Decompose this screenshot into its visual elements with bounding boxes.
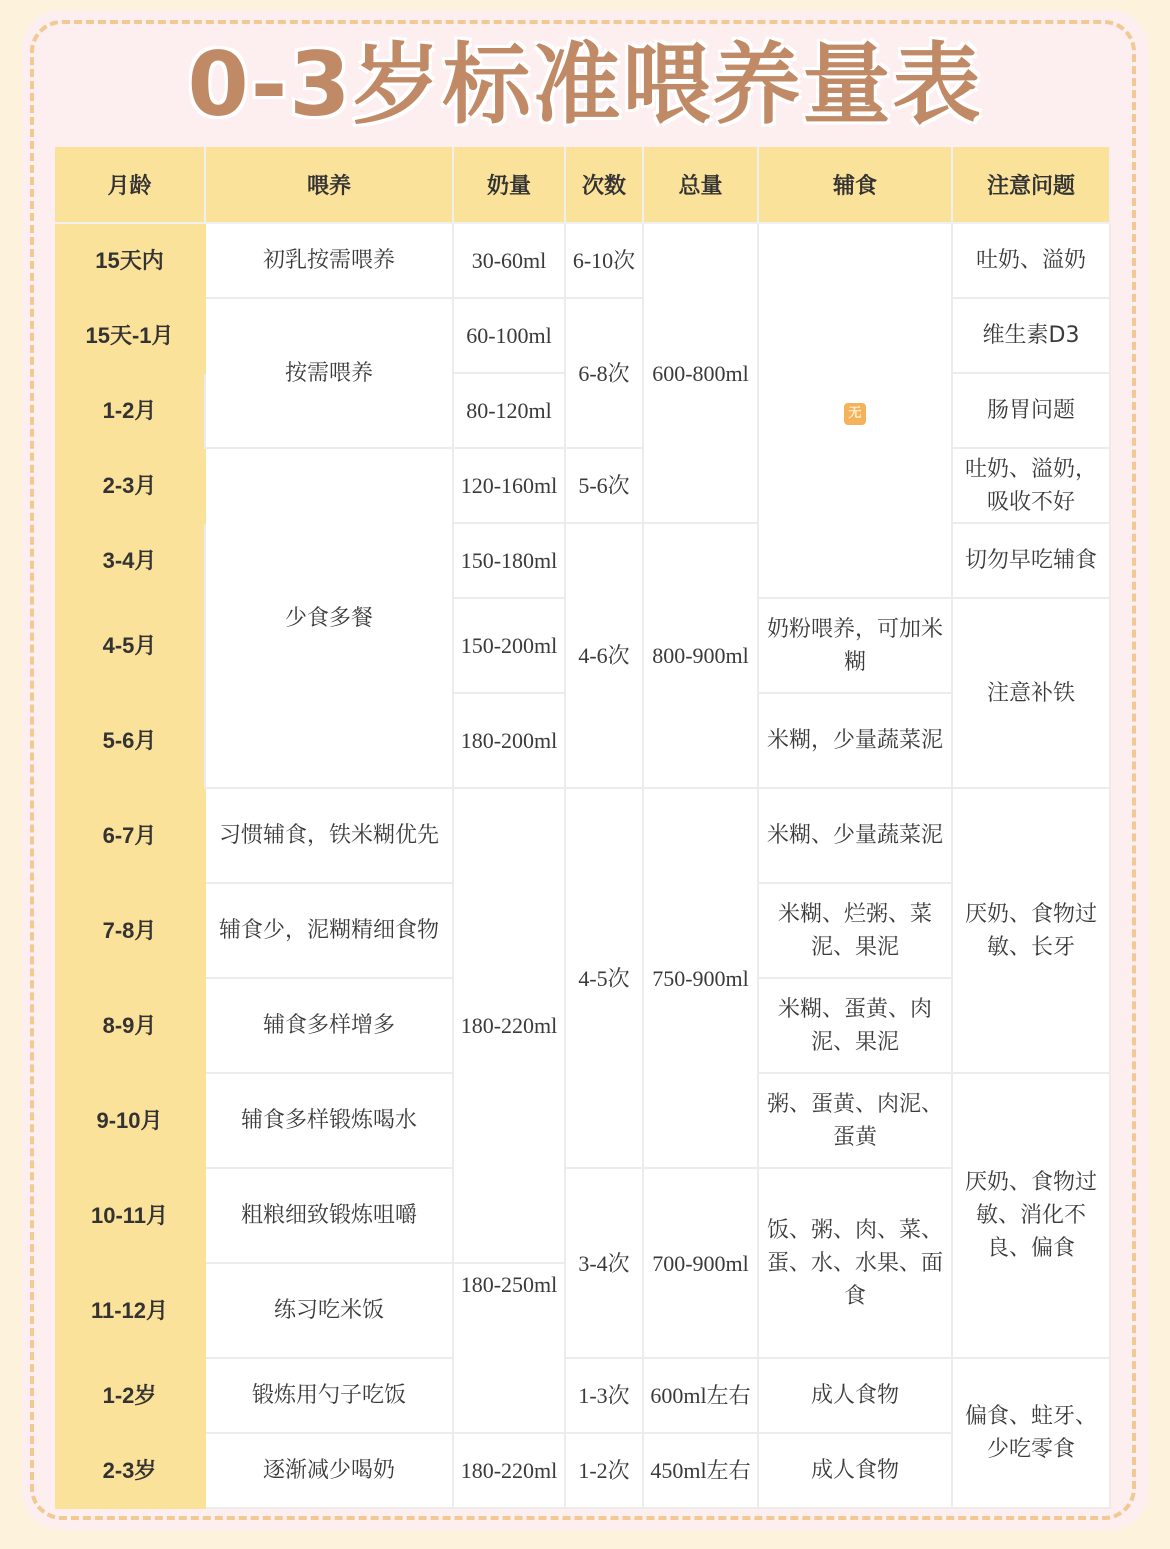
header-age: 月龄 [55, 147, 205, 223]
age-cell: 15天-1月 [55, 298, 205, 373]
milk-cell: 180-220ml [453, 788, 565, 1263]
age-cell: 3-4月 [55, 523, 205, 598]
milk-cell: 30-60ml [453, 223, 565, 298]
age-cell: 1-2月 [55, 373, 205, 448]
milk-cell: 120-160ml [453, 448, 565, 523]
age-cell: 10-11月 [55, 1168, 205, 1263]
solid-food-cell [758, 223, 952, 598]
milk-cell: 180-200ml [453, 693, 565, 788]
solid-food-cell: 奶粉喂养，可加米糊 [758, 598, 952, 693]
feeding-cell: 逐渐减少喝奶 [205, 1433, 453, 1508]
header-notes: 注意问题 [952, 147, 1110, 223]
age-cell: 8-9月 [55, 978, 205, 1073]
feeding-cell: 锻炼用勺子吃饭 [205, 1358, 453, 1433]
age-cell: 9-10月 [55, 1073, 205, 1168]
header-milk: 奶量 [453, 147, 565, 223]
total-cell: 450ml左右 [643, 1433, 758, 1508]
notes-cell: 切勿早吃辅食 [952, 523, 1110, 598]
times-cell: 1-3次 [565, 1358, 643, 1433]
milk-cell: 180-250ml [453, 1263, 565, 1433]
solid-food-cell: 成人食物 [758, 1433, 952, 1508]
age-cell: 4-5月 [55, 598, 205, 693]
age-cell: 2-3月 [55, 448, 205, 523]
notes-cell: 吐奶、溢奶，吸收不好 [952, 448, 1110, 523]
solid-food-cell: 米糊，少量蔬菜泥 [758, 693, 952, 788]
feeding-cell: 辅食多样锻炼喝水 [205, 1073, 453, 1168]
none-icon: 无 [844, 403, 866, 425]
table-row [55, 1433, 1110, 1508]
solid-food-cell: 成人食物 [758, 1358, 952, 1433]
feeding-cell: 按需喂养 [205, 298, 453, 448]
feeding-table [55, 147, 1111, 1509]
header-total: 总量 [643, 147, 758, 223]
table-row [55, 788, 1110, 883]
total-cell: 600-800ml [643, 223, 758, 523]
table-row [55, 1168, 1110, 1263]
feeding-cell: 练习吃米饭 [205, 1263, 453, 1358]
age-cell: 11-12月 [55, 1263, 205, 1358]
table-row [55, 1358, 1110, 1433]
header-times: 次数 [565, 147, 643, 223]
notes-cell: 厌奶、食物过敏、长牙 [952, 788, 1110, 1073]
times-cell: 3-4次 [565, 1168, 643, 1358]
feeding-cell: 少食多餐 [205, 448, 453, 788]
times-cell: 1-2次 [565, 1433, 643, 1508]
solid-food-cell: 米糊、少量蔬菜泥 [758, 788, 952, 883]
page-title: 0-3岁标准喂养量表 [187, 33, 983, 136]
milk-cell: 80-120ml [453, 373, 565, 448]
milk-cell: 150-180ml [453, 523, 565, 598]
milk-cell: 180-220ml [453, 1433, 565, 1508]
feeding-cell: 初乳按需喂养 [205, 223, 453, 298]
solid-food-cell: 米糊、烂粥、菜泥、果泥 [758, 883, 952, 978]
solid-food-cell: 米糊、蛋黄、肉泥、果泥 [758, 978, 952, 1073]
feeding-cell: 习惯辅食，铁米糊优先 [205, 788, 453, 883]
header-solid-food: 辅食 [758, 147, 952, 223]
notes-cell: 厌奶、食物过敏、消化不良、偏食 [952, 1073, 1110, 1358]
times-cell: 6-10次 [565, 223, 643, 298]
times-cell: 5-6次 [565, 448, 643, 523]
total-cell: 600ml左右 [643, 1358, 758, 1433]
age-cell: 5-6月 [55, 693, 205, 788]
feeding-cell: 辅食少，泥糊精细食物 [205, 883, 453, 978]
total-cell: 750-900ml [643, 788, 758, 1168]
notes-cell: 偏食、蛀牙、少吃零食 [952, 1358, 1110, 1508]
age-cell: 2-3岁 [55, 1433, 205, 1508]
total-cell: 700-900ml [643, 1168, 758, 1358]
milk-cell: 150-200ml [453, 598, 565, 693]
times-cell: 4-5次 [565, 788, 643, 1168]
age-cell: 7-8月 [55, 883, 205, 978]
notes-cell: 注意补铁 [952, 598, 1110, 788]
notes-cell: 吐奶、溢奶 [952, 223, 1110, 298]
times-cell: 6-8次 [565, 298, 643, 448]
table-row [55, 448, 1110, 523]
age-cell: 15天内 [55, 223, 205, 298]
solid-food-cell: 粥、蛋黄、肉泥、蛋黄 [758, 1073, 952, 1168]
notes-cell: 维生素D3 [952, 298, 1110, 373]
feeding-cell: 粗粮细致锻炼咀嚼 [205, 1168, 453, 1263]
table-row [55, 223, 1110, 298]
table-row [55, 298, 1110, 373]
milk-cell: 60-100ml [453, 298, 565, 373]
age-cell: 6-7月 [55, 788, 205, 883]
notes-cell: 肠胃问题 [952, 373, 1110, 448]
header-row [55, 147, 1110, 223]
age-cell: 1-2岁 [55, 1358, 205, 1433]
times-cell: 4-6次 [565, 523, 643, 788]
header-feeding: 喂养 [205, 147, 453, 223]
feeding-cell: 辅食多样增多 [205, 978, 453, 1073]
total-cell: 800-900ml [643, 523, 758, 788]
solid-food-cell: 饭、粥、肉、菜、蛋、水、水果、面食 [758, 1168, 952, 1358]
